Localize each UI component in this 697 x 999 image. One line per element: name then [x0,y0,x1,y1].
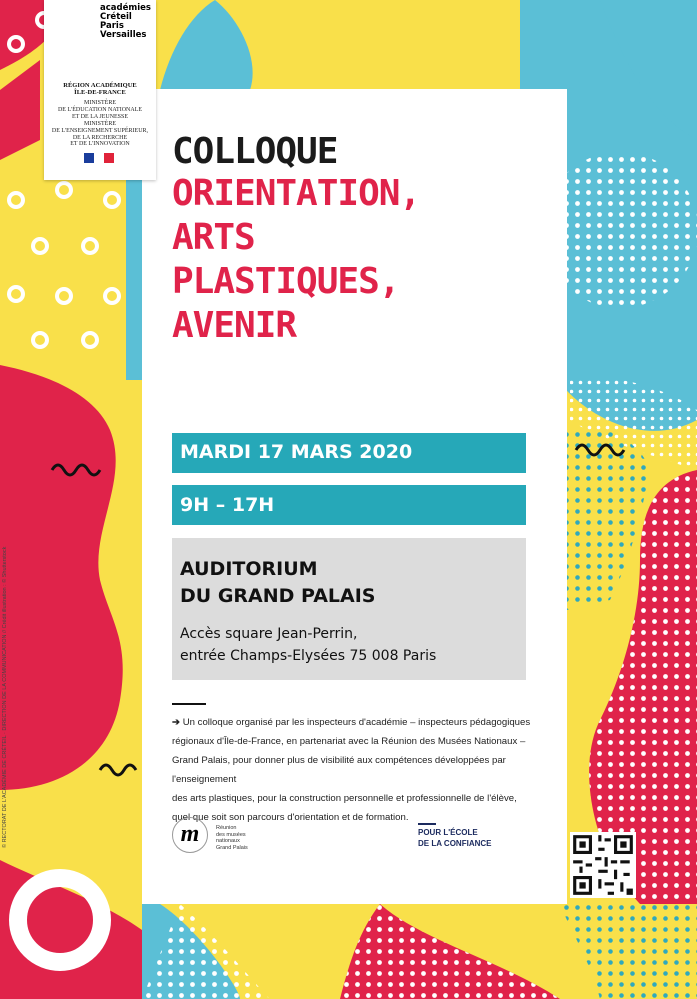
ministere-enseignement: MINISTÈRE DE L'ENSEIGNEMENT SUPÉRIEUR, DE LA RECHERCHE ET DE L'INNOVATION [51,121,149,148]
rmn-m-icon: m [172,817,208,853]
hours-band [172,485,526,525]
title-arts: ARTS [172,217,255,258]
title-orientation: ORIENTATION, [172,173,421,214]
academie-names: académies Créteil Paris Versailles [100,3,151,40]
qr-code-icon[interactable] [570,832,636,898]
date-band [172,433,526,473]
french-flag-icon [84,148,114,158]
event-hours: 9H – 17H [180,494,275,516]
venue-name: AUDITORIUM DU GRAND PALAIS [180,558,376,607]
event-title [172,132,420,348]
venue-address: Accès square Jean-Perrin, entrée Champs-Elysées 75 008 Paris [180,626,437,664]
ecole-confiance-logo: POUR L'ÉCOLE DE LA CONFIANCE [418,823,491,849]
ecole-bar [418,823,436,825]
description: ➔ Un colloque organisé par les inspecteurs d'académie – inspecteurs pédagogiques régionaux d'Île-de-France, en partenariat avec la Réunion des Musées Nationaux – Grand Palais, pour donner plus de visibilité aux compétences développées par l'enseignement des arts plastiques, pour la construction personnelle et professionnelle de l'élève, quel que soit son parcours d'orientation et de formation. [172,717,531,823]
title-avenir: AVENIR [172,305,297,346]
academy-logo [44,0,156,180]
title-plastiques: PLASTIQUES, [172,261,400,302]
divider [172,703,206,705]
venue-box [172,538,526,680]
event-date: MARDI 17 MARS 2020 [180,441,413,463]
ministere-education: MINISTÈRE DE L'ÉDUCATION NATIONALE ET DE LA JEUNESSE [57,100,143,120]
rmn-text: Réunion des musées nationaux Grand Palais [216,825,248,851]
rmn-logo [172,817,252,857]
title-colloque: COLLOQUE [172,131,338,172]
region-label: RÉGION ACADÉMIQUE ÎLE-DE-FRANCE [63,82,137,96]
arrow-right-icon: ➔ [172,717,183,728]
